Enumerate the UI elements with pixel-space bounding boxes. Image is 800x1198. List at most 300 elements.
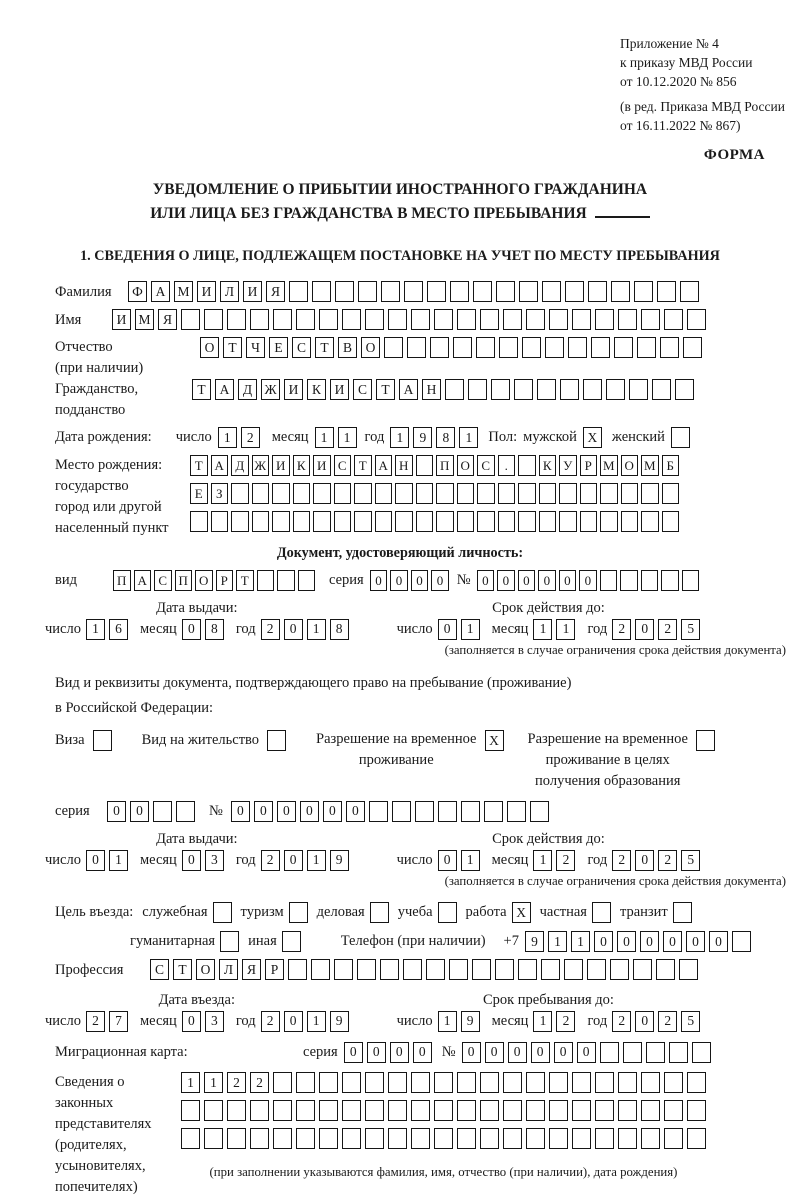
char-box[interactable] (388, 1128, 407, 1149)
char-box[interactable]: 1 (315, 427, 334, 448)
char-box[interactable]: 8 (436, 427, 455, 448)
char-box[interactable] (522, 337, 541, 358)
male-checkbox-cell[interactable]: X (583, 427, 602, 448)
char-box[interactable] (461, 801, 480, 822)
char-box[interactable] (682, 570, 700, 591)
char-box[interactable] (411, 309, 430, 330)
char-box[interactable] (354, 483, 372, 504)
char-box[interactable] (388, 309, 407, 330)
char-box[interactable]: 6 (109, 619, 128, 640)
char-box[interactable]: 0 (640, 931, 659, 952)
char-box[interactable] (480, 1100, 499, 1121)
char-box[interactable] (395, 483, 413, 504)
char-box[interactable]: 0 (323, 801, 342, 822)
char-box[interactable] (526, 1100, 545, 1121)
char-box[interactable]: М (641, 455, 659, 476)
char-box[interactable]: Е (190, 483, 208, 504)
char-box[interactable] (637, 337, 656, 358)
char-box[interactable] (457, 1100, 476, 1121)
char-box[interactable] (641, 1128, 660, 1149)
char-box[interactable]: 0 (485, 1042, 504, 1063)
char-box[interactable]: 3 (205, 1011, 224, 1032)
char-box[interactable] (296, 1100, 315, 1121)
char-box[interactable] (683, 337, 702, 358)
char-box[interactable]: К (293, 455, 311, 476)
char-box[interactable] (606, 379, 625, 400)
char-box[interactable]: Л (219, 959, 238, 980)
char-box[interactable]: 8 (330, 619, 349, 640)
char-box[interactable]: 1 (533, 619, 552, 640)
char-box[interactable] (313, 483, 331, 504)
char-box[interactable] (620, 570, 638, 591)
char-box[interactable]: 0 (107, 801, 126, 822)
char-box[interactable]: С (353, 379, 372, 400)
char-box[interactable] (296, 1128, 315, 1149)
char-box[interactable] (335, 281, 354, 302)
char-box[interactable] (600, 511, 618, 532)
char-box[interactable] (507, 801, 526, 822)
char-box[interactable] (539, 511, 557, 532)
char-box[interactable] (288, 959, 307, 980)
char-box[interactable] (480, 309, 499, 330)
char-box[interactable]: И (272, 455, 290, 476)
char-box[interactable] (354, 511, 372, 532)
char-box[interactable]: 0 (86, 850, 105, 871)
char-box[interactable] (365, 1072, 384, 1093)
char-box[interactable]: 5 (681, 619, 700, 640)
char-box[interactable]: Л (220, 281, 239, 302)
char-box[interactable] (211, 511, 229, 532)
char-box[interactable] (273, 1072, 292, 1093)
char-box[interactable]: 1 (86, 619, 105, 640)
char-box[interactable]: Ж (261, 379, 280, 400)
char-box[interactable]: С (334, 455, 352, 476)
char-box[interactable]: 1 (461, 850, 480, 871)
char-box[interactable] (319, 1128, 338, 1149)
char-box[interactable] (381, 281, 400, 302)
char-box[interactable]: 8 (205, 619, 224, 640)
char-box[interactable] (181, 1128, 200, 1149)
char-box[interactable]: 0 (390, 1042, 409, 1063)
char-box[interactable] (334, 511, 352, 532)
char-box[interactable] (518, 483, 536, 504)
char-box[interactable] (618, 1072, 637, 1093)
char-box[interactable] (319, 1072, 338, 1093)
char-box[interactable]: 1 (109, 850, 128, 871)
char-box[interactable]: 0 (284, 1011, 303, 1032)
char-box[interactable]: 2 (612, 1011, 631, 1032)
char-box[interactable] (618, 1100, 637, 1121)
char-box[interactable]: Б (662, 455, 680, 476)
char-box[interactable] (411, 1128, 430, 1149)
char-box[interactable]: 2 (261, 850, 280, 871)
char-box[interactable] (541, 959, 560, 980)
char-box[interactable] (176, 801, 195, 822)
char-box[interactable]: 1 (533, 850, 552, 871)
char-box[interactable]: 0 (635, 1011, 654, 1032)
char-box[interactable] (153, 801, 172, 822)
purpose-checkbox-cell[interactable] (282, 931, 301, 952)
char-box[interactable]: 9 (413, 427, 432, 448)
char-box[interactable]: 9 (525, 931, 544, 952)
char-box[interactable] (293, 483, 311, 504)
char-box[interactable] (560, 379, 579, 400)
char-box[interactable]: 0 (709, 931, 728, 952)
char-box[interactable] (687, 1100, 706, 1121)
char-box[interactable] (273, 1100, 292, 1121)
char-box[interactable]: П (113, 570, 131, 591)
char-box[interactable] (181, 309, 200, 330)
char-box[interactable]: 0 (370, 570, 388, 591)
char-box[interactable] (298, 570, 316, 591)
char-box[interactable] (499, 337, 518, 358)
char-box[interactable] (453, 337, 472, 358)
char-box[interactable] (588, 281, 607, 302)
char-box[interactable] (250, 309, 269, 330)
char-box[interactable] (669, 1042, 688, 1063)
char-box[interactable] (629, 379, 648, 400)
char-box[interactable]: Я (266, 281, 285, 302)
char-box[interactable] (580, 483, 598, 504)
char-box[interactable] (549, 1100, 568, 1121)
char-box[interactable] (476, 337, 495, 358)
char-box[interactable]: Н (422, 379, 441, 400)
char-box[interactable] (549, 1072, 568, 1093)
char-box[interactable]: 0 (344, 1042, 363, 1063)
char-box[interactable]: К (539, 455, 557, 476)
char-box[interactable] (484, 801, 503, 822)
char-box[interactable] (496, 281, 515, 302)
char-box[interactable] (369, 801, 388, 822)
char-box[interactable]: 1 (307, 1011, 326, 1032)
char-box[interactable] (404, 281, 423, 302)
char-box[interactable] (568, 337, 587, 358)
char-box[interactable] (426, 959, 445, 980)
char-box[interactable] (250, 1100, 269, 1121)
char-box[interactable]: 2 (227, 1072, 246, 1093)
char-box[interactable]: С (477, 455, 495, 476)
char-box[interactable] (416, 483, 434, 504)
char-box[interactable] (621, 511, 639, 532)
purpose-checkbox-cell[interactable] (289, 902, 308, 923)
char-box[interactable] (231, 483, 249, 504)
char-box[interactable]: 2 (261, 619, 280, 640)
visa-checkbox-cell[interactable] (93, 730, 112, 751)
char-box[interactable] (477, 483, 495, 504)
char-box[interactable] (411, 1100, 430, 1121)
char-box[interactable] (664, 309, 683, 330)
char-box[interactable]: 0 (284, 850, 303, 871)
char-box[interactable]: Д (238, 379, 257, 400)
char-box[interactable] (572, 1072, 591, 1093)
char-box[interactable]: Т (173, 959, 192, 980)
char-box[interactable] (411, 1072, 430, 1093)
char-box[interactable]: П (436, 455, 454, 476)
char-box[interactable] (572, 309, 591, 330)
char-box[interactable]: 0 (438, 850, 457, 871)
char-box[interactable] (204, 309, 223, 330)
char-box[interactable] (495, 959, 514, 980)
char-box[interactable]: Т (223, 337, 242, 358)
char-box[interactable]: А (399, 379, 418, 400)
char-box[interactable]: 1 (204, 1072, 223, 1093)
char-box[interactable]: 2 (86, 1011, 105, 1032)
char-box[interactable] (514, 379, 533, 400)
char-box[interactable] (537, 379, 556, 400)
char-box[interactable] (542, 281, 561, 302)
char-box[interactable] (687, 1072, 706, 1093)
char-box[interactable] (365, 1128, 384, 1149)
char-box[interactable] (273, 309, 292, 330)
char-box[interactable] (580, 511, 598, 532)
char-box[interactable] (388, 1100, 407, 1121)
char-box[interactable] (403, 959, 422, 980)
char-box[interactable]: 0 (594, 931, 613, 952)
char-box[interactable]: 2 (612, 850, 631, 871)
char-box[interactable]: 0 (182, 619, 201, 640)
char-box[interactable]: С (150, 959, 169, 980)
char-box[interactable]: Ф (128, 281, 147, 302)
char-box[interactable] (662, 511, 680, 532)
char-box[interactable]: О (196, 959, 215, 980)
char-box[interactable]: Я (158, 309, 177, 330)
char-box[interactable] (342, 1072, 361, 1093)
char-box[interactable] (434, 1128, 453, 1149)
purpose-checkbox-cell[interactable] (592, 902, 611, 923)
char-box[interactable] (600, 483, 618, 504)
char-box[interactable]: 1 (338, 427, 357, 448)
char-box[interactable] (438, 801, 457, 822)
char-box[interactable]: Ж (252, 455, 270, 476)
char-box[interactable] (656, 959, 675, 980)
char-box[interactable]: 0 (538, 570, 556, 591)
char-box[interactable] (430, 337, 449, 358)
char-box[interactable]: 1 (390, 427, 409, 448)
char-box[interactable]: 9 (461, 1011, 480, 1032)
char-box[interactable] (272, 511, 290, 532)
char-box[interactable] (687, 309, 706, 330)
char-box[interactable]: 1 (459, 427, 478, 448)
char-box[interactable] (503, 1100, 522, 1121)
char-box[interactable] (618, 309, 637, 330)
char-box[interactable]: А (134, 570, 152, 591)
residence-permit-checkbox-cell[interactable] (267, 730, 286, 751)
char-box[interactable] (457, 1128, 476, 1149)
char-box[interactable] (250, 1128, 269, 1149)
char-box[interactable] (227, 309, 246, 330)
char-box[interactable]: П (175, 570, 193, 591)
char-box[interactable] (641, 570, 659, 591)
char-box[interactable] (591, 337, 610, 358)
char-box[interactable]: 9 (330, 850, 349, 871)
purpose-checkbox-cell[interactable] (213, 902, 232, 923)
char-box[interactable] (641, 1072, 660, 1093)
char-box[interactable] (572, 1128, 591, 1149)
char-box[interactable]: С (154, 570, 172, 591)
char-box[interactable] (395, 511, 413, 532)
char-box[interactable] (416, 455, 434, 476)
char-box[interactable]: 0 (346, 801, 365, 822)
char-box[interactable]: И (243, 281, 262, 302)
char-box[interactable] (518, 511, 536, 532)
char-box[interactable]: 2 (658, 850, 677, 871)
char-box[interactable]: 7 (109, 1011, 128, 1032)
char-box[interactable]: А (151, 281, 170, 302)
char-box[interactable] (664, 1100, 683, 1121)
char-box[interactable] (384, 337, 403, 358)
char-box[interactable] (296, 1072, 315, 1093)
char-box[interactable] (559, 483, 577, 504)
char-box[interactable]: 0 (635, 619, 654, 640)
char-box[interactable]: А (215, 379, 234, 400)
char-box[interactable] (457, 309, 476, 330)
char-box[interactable] (600, 1042, 619, 1063)
char-box[interactable]: М (600, 455, 618, 476)
char-box[interactable] (365, 1100, 384, 1121)
char-box[interactable]: Н (395, 455, 413, 476)
char-box[interactable] (416, 511, 434, 532)
char-box[interactable] (375, 483, 393, 504)
char-box[interactable] (559, 511, 577, 532)
char-box[interactable]: 0 (577, 1042, 596, 1063)
char-box[interactable] (634, 281, 653, 302)
char-box[interactable]: 0 (559, 570, 577, 591)
char-box[interactable]: 0 (284, 619, 303, 640)
char-box[interactable] (545, 337, 564, 358)
char-box[interactable]: М (174, 281, 193, 302)
char-box[interactable] (610, 959, 629, 980)
char-box[interactable] (675, 379, 694, 400)
char-box[interactable]: И (313, 455, 331, 476)
char-box[interactable] (664, 1128, 683, 1149)
char-box[interactable] (503, 1128, 522, 1149)
char-box[interactable] (436, 483, 454, 504)
char-box[interactable] (664, 1072, 683, 1093)
char-box[interactable]: 1 (548, 931, 567, 952)
char-box[interactable] (252, 511, 270, 532)
char-box[interactable] (450, 281, 469, 302)
char-box[interactable] (641, 511, 659, 532)
char-box[interactable]: 0 (130, 801, 149, 822)
char-box[interactable] (611, 281, 630, 302)
char-box[interactable] (526, 309, 545, 330)
char-box[interactable]: 0 (635, 850, 654, 871)
char-box[interactable] (473, 281, 492, 302)
char-box[interactable]: 0 (438, 619, 457, 640)
char-box[interactable] (491, 379, 510, 400)
char-box[interactable]: М (135, 309, 154, 330)
char-box[interactable]: 0 (518, 570, 536, 591)
char-box[interactable] (365, 309, 384, 330)
char-box[interactable] (679, 959, 698, 980)
purpose-checkbox-cell[interactable] (673, 902, 692, 923)
char-box[interactable] (498, 511, 516, 532)
purpose-checkbox-cell[interactable]: X (512, 902, 531, 923)
char-box[interactable]: 0 (508, 1042, 527, 1063)
char-box[interactable]: 0 (554, 1042, 573, 1063)
char-box[interactable] (565, 281, 584, 302)
char-box[interactable]: 1 (556, 619, 575, 640)
char-box[interactable] (503, 1072, 522, 1093)
char-box[interactable]: 0 (390, 570, 408, 591)
char-box[interactable]: 0 (231, 801, 250, 822)
char-box[interactable] (273, 1128, 292, 1149)
char-box[interactable]: 0 (431, 570, 449, 591)
char-box[interactable] (526, 1128, 545, 1149)
char-box[interactable]: И (197, 281, 216, 302)
char-box[interactable]: 0 (663, 931, 682, 952)
char-box[interactable] (319, 1100, 338, 1121)
char-box[interactable] (445, 379, 464, 400)
char-box[interactable] (457, 511, 475, 532)
char-box[interactable] (457, 1072, 476, 1093)
char-box[interactable]: 0 (182, 1011, 201, 1032)
char-box[interactable]: С (292, 337, 311, 358)
char-box[interactable] (621, 483, 639, 504)
char-box[interactable]: 1 (307, 850, 326, 871)
char-box[interactable]: 1 (571, 931, 590, 952)
char-box[interactable] (680, 281, 699, 302)
char-box[interactable] (392, 801, 411, 822)
char-box[interactable]: 2 (658, 619, 677, 640)
char-box[interactable] (687, 1128, 706, 1149)
char-box[interactable] (657, 281, 676, 302)
char-box[interactable] (498, 483, 516, 504)
char-box[interactable] (449, 959, 468, 980)
char-box[interactable] (319, 309, 338, 330)
char-box[interactable]: А (211, 455, 229, 476)
char-box[interactable] (530, 801, 549, 822)
char-box[interactable] (380, 959, 399, 980)
char-box[interactable]: Р (580, 455, 598, 476)
char-box[interactable] (434, 309, 453, 330)
char-box[interactable] (633, 959, 652, 980)
female-checkbox-cell[interactable] (671, 427, 690, 448)
char-box[interactable] (257, 570, 275, 591)
char-box[interactable]: Я (242, 959, 261, 980)
char-box[interactable] (434, 1072, 453, 1093)
char-box[interactable] (564, 959, 583, 980)
char-box[interactable]: З (211, 483, 229, 504)
purpose-checkbox-cell[interactable] (220, 931, 239, 952)
char-box[interactable] (313, 511, 331, 532)
char-box[interactable]: Т (190, 455, 208, 476)
char-box[interactable] (662, 483, 680, 504)
char-box[interactable] (641, 483, 659, 504)
char-box[interactable] (388, 1072, 407, 1093)
char-box[interactable]: 0 (497, 570, 515, 591)
char-box[interactable]: 5 (681, 850, 700, 871)
char-box[interactable]: Т (236, 570, 254, 591)
char-box[interactable] (519, 281, 538, 302)
char-box[interactable] (661, 570, 679, 591)
char-box[interactable] (468, 379, 487, 400)
char-box[interactable] (334, 959, 353, 980)
char-box[interactable] (641, 1100, 660, 1121)
char-box[interactable] (190, 511, 208, 532)
char-box[interactable] (204, 1100, 223, 1121)
char-box[interactable]: Р (216, 570, 234, 591)
char-box[interactable] (646, 1042, 665, 1063)
char-box[interactable]: Т (192, 379, 211, 400)
char-box[interactable]: 0 (477, 570, 495, 591)
char-box[interactable] (583, 379, 602, 400)
char-box[interactable]: О (621, 455, 639, 476)
char-box[interactable]: 0 (254, 801, 273, 822)
char-box[interactable] (358, 281, 377, 302)
char-box[interactable] (652, 379, 671, 400)
char-box[interactable]: 0 (617, 931, 636, 952)
